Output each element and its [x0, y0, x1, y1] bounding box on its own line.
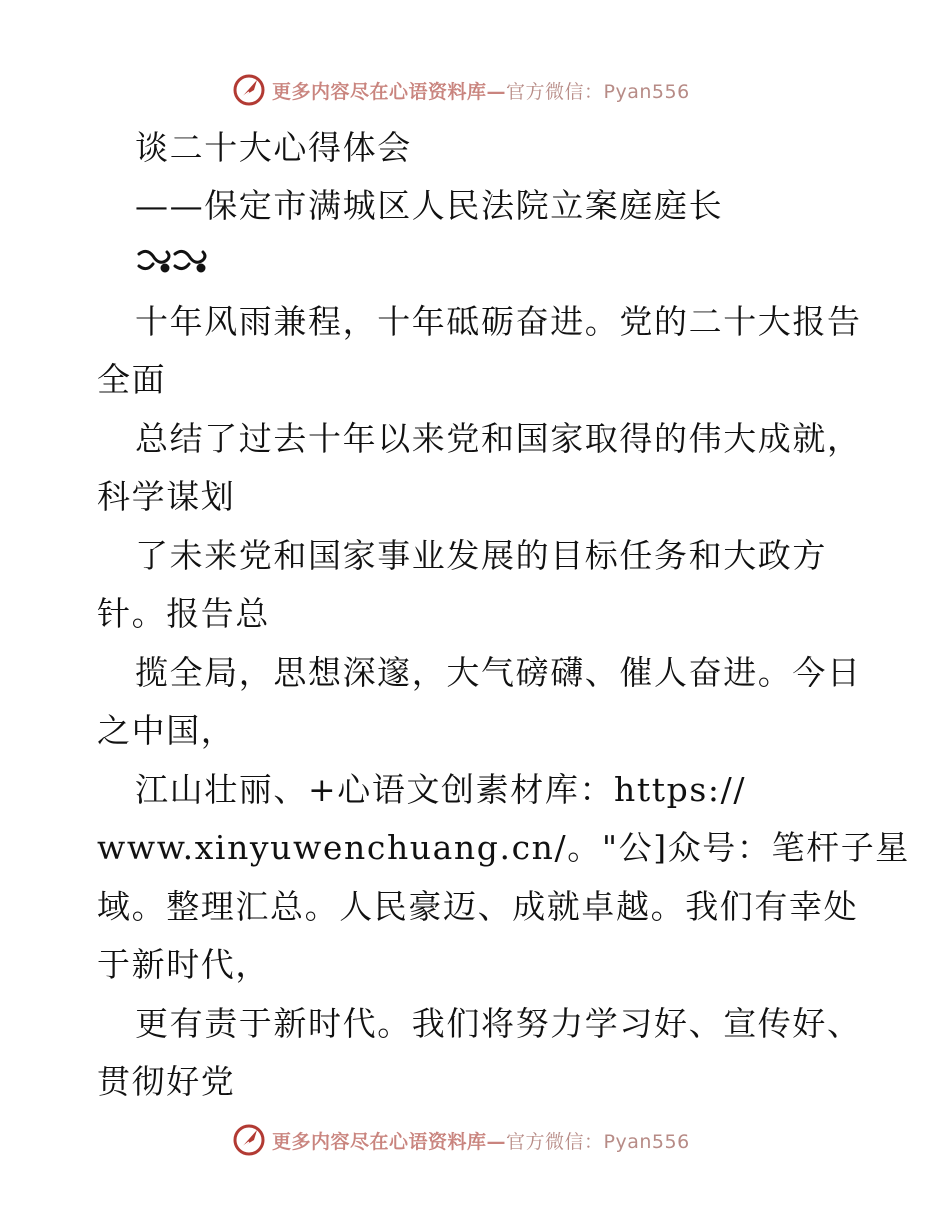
- header-banner-text: 更多内容尽在心语资料库—: [272, 80, 507, 103]
- body-line: 贯彻好党: [97, 1062, 236, 1101]
- body-line: 十年风雨兼程，十年砥砺奋进。党的二十大报告: [135, 302, 862, 341]
- body-line: 科学谋划: [97, 477, 236, 516]
- body-line: 揽全局，思想深邃，大气磅礴、催人奋进。今日: [135, 653, 862, 692]
- document-title: 谈二十大心得体会: [135, 128, 412, 167]
- header-banner-contact: 官方微信：Pyan556: [506, 80, 690, 103]
- body-line: 全面: [97, 360, 167, 399]
- body-line: 江山壮丽、+心语文创素材库：https://: [135, 770, 747, 809]
- footer-banner-contact: 官方微信：Pyan556: [506, 1130, 690, 1153]
- header-banner: [232, 70, 752, 110]
- body-line: 总结了过去十年以来党和国家取得的伟大成就，: [135, 419, 862, 458]
- body-line: 之中国，: [97, 711, 236, 750]
- quill-logo-icon: [232, 1123, 266, 1157]
- document-subtitle: ——保定市满城区人民法院立案庭庭长: [135, 186, 724, 225]
- body-line: 域。整理汇总。人民豪迈、成就卓越。我们有幸处: [97, 887, 859, 926]
- quill-logo-icon: [232, 73, 266, 107]
- body-line: 于新时代，: [97, 945, 270, 984]
- footer-banner-text: 更多内容尽在心语资料库—: [272, 1130, 507, 1153]
- body-line: www.xinyuwenchuang.cn/。"公]众号：笔杆子星: [97, 828, 910, 867]
- body-line: 了未来党和国家事业发展的目标任务和大政方: [135, 536, 827, 575]
- body-line: 针。报告总: [97, 594, 270, 633]
- footer-banner: [232, 1120, 752, 1160]
- body-line: 更有责于新时代。我们将努力学习好、宣传好、: [135, 1004, 862, 1043]
- fleuron-divider-icon: [135, 246, 211, 274]
